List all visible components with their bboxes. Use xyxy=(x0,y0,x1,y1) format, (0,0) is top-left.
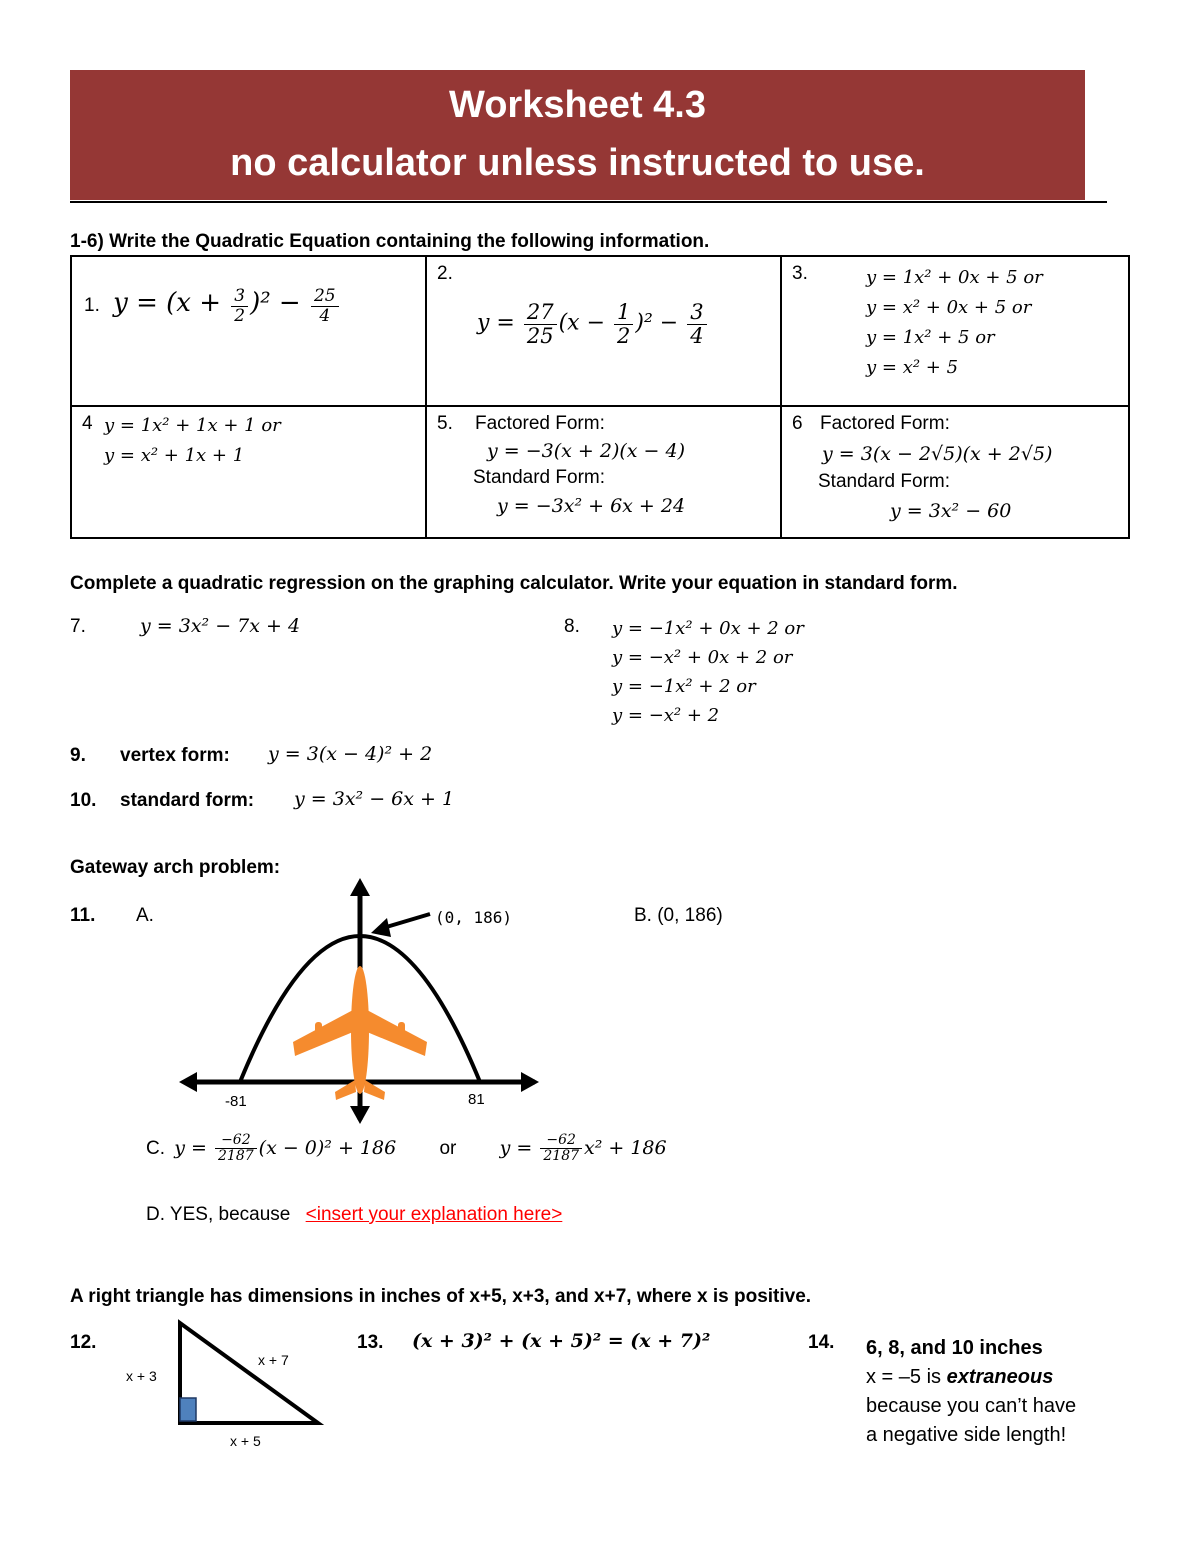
right-intercept-label: 81 xyxy=(468,1091,485,1108)
section2-instruction: Complete a quadratic regression on the graphing calculator. Write your equation in standard form. xyxy=(70,573,958,594)
cell-6 xyxy=(781,406,1129,538)
cell-1-eq-prefix: y = (x + xyxy=(113,288,230,319)
vertex-pointer-arrow-icon xyxy=(371,918,391,937)
q11-d-answer xyxy=(146,1204,562,1226)
x-axis-right-arrow-icon xyxy=(521,1072,539,1092)
cell-5-standard-label: Standard Form: xyxy=(473,467,605,488)
answer-grid xyxy=(70,255,1130,539)
right-triangle xyxy=(180,1323,318,1423)
q11-a-label: A. xyxy=(136,905,154,926)
cell-1 xyxy=(71,256,426,406)
vertex-label: (0, 186) xyxy=(435,908,513,927)
right-triangle-diagram xyxy=(110,1318,340,1458)
cell-3-line: y = x² + 0x + 5 or xyxy=(866,297,1032,318)
cell-2-eq-mid: (x − xyxy=(558,310,613,336)
q8-number: 8. xyxy=(564,616,580,637)
cell-4-line: y = 1x² + 1x + 1 or xyxy=(104,415,281,436)
gateway-heading: Gateway arch problem: xyxy=(70,857,281,878)
cell-2 xyxy=(426,256,781,406)
section1-instruction: 1-6) Write the Quadratic Equation containing the following information. xyxy=(70,231,710,252)
cell-2-eq-mid2: )² − xyxy=(635,310,686,336)
cell-3-number: 3. xyxy=(792,263,808,284)
q11-c-label: C. xyxy=(146,1137,165,1159)
cell-6-number: 6 xyxy=(792,413,803,434)
cell-4-number: 4 xyxy=(82,413,93,434)
cell-6-standard-label: Standard Form: xyxy=(818,471,950,492)
side-hypotenuse-label: x + 7 xyxy=(258,1352,289,1368)
q13-number: 13. xyxy=(357,1332,384,1353)
q11-c-answer xyxy=(146,1133,667,1165)
q11-number: 11. xyxy=(70,905,96,926)
q9-number: 9. xyxy=(70,745,86,766)
q11-d-text: D. YES, because xyxy=(146,1204,291,1225)
q11-c-or: or xyxy=(439,1137,457,1159)
cell-3-line: y = 1x² + 5 or xyxy=(866,327,995,348)
q14-line1: 6, 8, and 10 inches xyxy=(866,1337,1043,1359)
cell-3-line: y = 1x² + 0x + 5 or xyxy=(866,267,1043,288)
x-axis-left-arrow-icon xyxy=(179,1072,197,1092)
q10-number: 10. xyxy=(70,790,97,811)
q10-equation: y = 3x² − 6x + 1 xyxy=(294,788,455,810)
cell-2-frac3: $\frac{3}{4}$ xyxy=(687,301,706,348)
cell-6-factored-label: Factored Form: xyxy=(820,413,950,434)
q13-equation: (x + 3)² + (x + 5)² = (x + 7)² xyxy=(412,1330,711,1352)
cell-3 xyxy=(781,256,1129,406)
cell-4-equations xyxy=(104,411,281,471)
arch-graph xyxy=(175,870,545,1130)
side-left-label: x + 3 xyxy=(126,1368,157,1384)
q14-line4: a negative side length! xyxy=(866,1424,1067,1446)
q7-number: 7. xyxy=(70,616,86,637)
worksheet-title: Worksheet 4.3 xyxy=(449,84,706,126)
cell-1-eq-mid: )² − xyxy=(250,288,309,319)
q8-line: y = −x² + 0x + 2 or xyxy=(612,647,793,668)
q8-line: y = −1x² + 0x + 2 or xyxy=(612,618,804,639)
q11-c-eq1-prefix: y = xyxy=(174,1136,214,1159)
side-bottom-label: x + 5 xyxy=(230,1433,261,1449)
cell-6-factored-eq: y = 3(x − 2√5)(x + 2√5) xyxy=(822,443,1053,465)
right-angle-marker xyxy=(180,1398,196,1421)
vertex-pointer xyxy=(383,914,430,928)
cell-5-standard-eq: y = −3x² + 6x + 24 xyxy=(497,495,686,517)
q14-number: 14. xyxy=(808,1332,835,1353)
q10-label: standard form: xyxy=(120,790,255,811)
q14-line3: because you can’t have xyxy=(866,1395,1077,1417)
cell-2-number: 2. xyxy=(437,263,453,284)
q12-number: 12. xyxy=(70,1332,97,1353)
q7-equation: y = 3x² − 7x + 4 xyxy=(140,615,301,637)
cell-2-frac1: $\frac{27}{25}$ xyxy=(524,301,557,348)
cell-1-frac1: $\frac{3}{2}$ xyxy=(231,287,248,325)
cell-5 xyxy=(426,406,781,538)
q8-line: y = −x² + 2 xyxy=(612,705,720,726)
triangle-heading: A right triangle has dimensions in inches of x+5, x+3, and x+7, where x is positive. xyxy=(70,1286,812,1307)
cell-6-standard-eq: y = 3x² − 60 xyxy=(890,500,1012,522)
y-axis-top-arrow-icon xyxy=(350,878,370,896)
cell-3-line: y = x² + 5 xyxy=(866,357,959,378)
cell-5-number: 5. xyxy=(437,413,453,434)
header-divider xyxy=(70,201,1107,203)
q14-answer xyxy=(866,1334,1076,1450)
q11-b-answer: B. (0, 186) xyxy=(634,905,723,926)
q9-label: vertex form: xyxy=(120,745,230,766)
cell-4 xyxy=(71,406,426,538)
q11-c-eq2-suffix: x² + 186 xyxy=(584,1136,667,1159)
worksheet-header xyxy=(70,70,1085,200)
y-axis-bottom-arrow-icon xyxy=(350,1106,370,1124)
explanation-link[interactable]: <insert your explanation here> xyxy=(305,1204,563,1225)
cell-4-line: y = x² + 1x + 1 xyxy=(104,445,245,466)
cell-2-eq-prefix: y = xyxy=(477,310,522,336)
left-intercept-label: -81 xyxy=(225,1093,247,1110)
cell-5-factored-label: Factored Form: xyxy=(475,413,605,434)
q11-c-frac2: $\frac{-62}{2187}$ xyxy=(540,1133,582,1165)
q11-c-eq2-prefix: y = xyxy=(499,1136,539,1159)
cell-1-number: 1. xyxy=(84,295,100,317)
cell-2-frac2: $\frac{1}{2}$ xyxy=(614,301,633,348)
q11-c-eq1-suffix: (x − 0)² + 186 xyxy=(258,1136,397,1159)
cell-1-frac2: $\frac{25}{4}$ xyxy=(311,287,339,325)
q11-c-frac1: $\frac{-62}{2187}$ xyxy=(215,1133,257,1165)
worksheet-subtitle: no calculator unless instructed to use. xyxy=(230,142,925,184)
q9-equation: y = 3(x − 4)² + 2 xyxy=(268,743,433,765)
cell-5-factored-eq: y = −3(x + 2)(x − 4) xyxy=(487,440,685,462)
q8-equations xyxy=(612,614,804,730)
q8-line: y = −1x² + 2 or xyxy=(612,676,756,697)
q14-line2: x = –5 is extraneous xyxy=(866,1366,1054,1388)
cell-3-equations xyxy=(866,263,1043,383)
